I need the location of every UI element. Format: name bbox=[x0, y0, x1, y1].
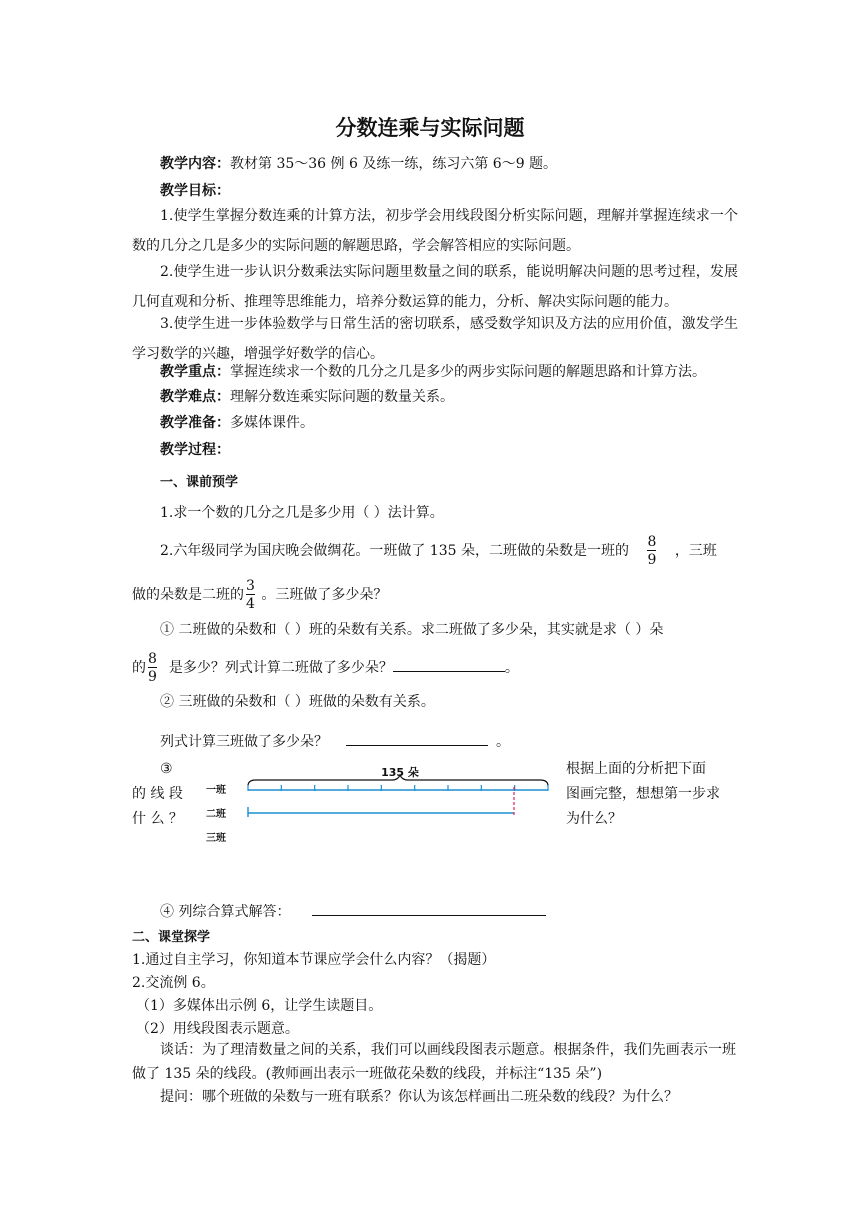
goals-label: 教学目标： bbox=[160, 183, 230, 199]
section1-heading: 一、课前预学 bbox=[160, 475, 239, 490]
s1-text-b: 的 bbox=[132, 660, 146, 676]
question-2-line2 bbox=[132, 577, 387, 613]
goal-item-1: 1.使学生掌握分数连乘的计算方法，初步学会用线段图分析实际问题，理解并掌握连续求一个数的几分之几是多少的实际问题的解题思路，学会解答相应的实际问题。 bbox=[132, 208, 738, 254]
row-label-class1: 一班 bbox=[206, 785, 226, 796]
section2-p5: 谈话：为了理清数量之间的关系，我们可以画线段图表示题意。根据条件，我们先画表示一班做了 135 朵的线段。(教师画出表示一班做花朵数的线段，并标注“135 朵”) bbox=[132, 1042, 736, 1082]
goal-item-2: 2.使学生进一步认识分数乘法实际问题里数量之间的联系，能说明解决问题的思考过程，发展几何直观和分析、推理等思维能力，培养分数运算的能力，分析、解决实际问题的能力。 bbox=[132, 264, 738, 310]
page-title: 分数连乘与实际问题 bbox=[335, 116, 525, 140]
q2-text-b: ，三班 bbox=[674, 543, 717, 559]
step-1-line1: ① 二班做的朵数和（ ）班的朵数有关系。求二班做了多少朵，其实就是求（ ）朵 bbox=[160, 622, 664, 638]
section2-p6: 提问：哪个班做的朵数与一班有联系？你认为该怎样画出二班朵数的线段？为什么？ bbox=[160, 1089, 678, 1105]
answer-blank-2[interactable] bbox=[346, 730, 488, 746]
s2-text-b: 列式计算三班做了多少朵？ bbox=[160, 734, 328, 750]
step-3-marker: ③ bbox=[160, 761, 173, 777]
row-label-class2: 二班 bbox=[206, 809, 226, 820]
difficulty-label: 教学难点： bbox=[160, 389, 230, 405]
question-1: 1.求一个数的几分之几是多少用（ ）法计算。 bbox=[160, 505, 444, 521]
answer-blank-3[interactable] bbox=[312, 900, 546, 916]
key-label: 教学重点： bbox=[160, 364, 230, 380]
row-label-class3: 三班 bbox=[206, 833, 226, 844]
question-2-line1 bbox=[160, 533, 717, 569]
answer-blank-1[interactable] bbox=[393, 656, 505, 672]
s1-text-d: 。 bbox=[504, 660, 519, 676]
step-3-right-2: 图画完整，想想第一步求 bbox=[566, 786, 720, 802]
key-line bbox=[160, 362, 706, 382]
step-4 bbox=[160, 900, 546, 922]
step-3-right-3: 为什么？ bbox=[566, 811, 622, 827]
key-text: 掌握连续求一个数的几分之几是多少的两步实际问题的解题思路和计算方法。 bbox=[230, 364, 706, 380]
prep-line bbox=[160, 413, 314, 433]
section2-p1: 1.通过自主学习，你知道本节课应学会什么内容？（揭题） bbox=[132, 952, 496, 968]
fraction-8-9: $\frac{8}{9}$ bbox=[647, 534, 657, 568]
section2-p3: （1）多媒体出示例 6，让学生读题目。 bbox=[136, 998, 383, 1014]
s4-text: ④ 列综合算式解答： bbox=[160, 904, 291, 920]
s2-text-c: 。 bbox=[496, 734, 510, 750]
goal-item-3: 3.使学生进一步体验数学与日常生活的密切联系，感受数学知识及方法的应用价值，激发学生学习数学的兴趣，增强学好数学的信心。 bbox=[132, 316, 738, 362]
section2-heading: 二、课堂探学 bbox=[132, 930, 211, 945]
content-label: 教学内容： bbox=[160, 156, 230, 172]
fraction-8-9-second: $\frac{8}{9}$ bbox=[148, 651, 157, 685]
content-line bbox=[160, 154, 557, 174]
process-label: 教学过程： bbox=[160, 442, 230, 458]
step-3-right-1: 根据上面的分析把下面 bbox=[566, 761, 706, 777]
q2-text-a: 2.六年级同学为国庆晚会做绸花。一班做了 135 朵，二班做的朵数是一班的 bbox=[160, 543, 629, 559]
difficulty-text: 理解分数连乘实际问题的数量关系。 bbox=[230, 389, 454, 405]
section2-p2: 2.交流例 6。 bbox=[132, 975, 215, 991]
content-text: 教材第 35～36 例 6 及练一练，练习六第 6～9 题。 bbox=[230, 156, 558, 172]
prep-label: 教学准备： bbox=[160, 415, 230, 431]
difficulty-line bbox=[160, 387, 454, 407]
fraction-3-4: $\frac{3}{4}$ bbox=[246, 578, 255, 612]
step-2-calc bbox=[160, 730, 510, 752]
q2-text-c: 做的朵数是二班的 bbox=[132, 587, 244, 603]
prep-text: 多媒体课件。 bbox=[230, 415, 314, 431]
section2-p4: （2）用线段图表示题意。 bbox=[136, 1021, 299, 1037]
q2-text-d: 。三班做了多少朵？ bbox=[261, 587, 388, 603]
step-1-line2 bbox=[132, 650, 519, 686]
brace-label: 135 朵 bbox=[381, 766, 419, 779]
segment-diagram bbox=[200, 760, 556, 850]
step-3-left-2: 什 么 ？ bbox=[132, 811, 183, 827]
step-3-left-1: 的 线 段 bbox=[132, 786, 183, 802]
step-2: ② 三班做的朵数和（ ）班做的朵数有关系。 bbox=[160, 694, 435, 710]
s1-text-c: 是多少？列式计算二班做了多少朵？ bbox=[168, 660, 393, 676]
